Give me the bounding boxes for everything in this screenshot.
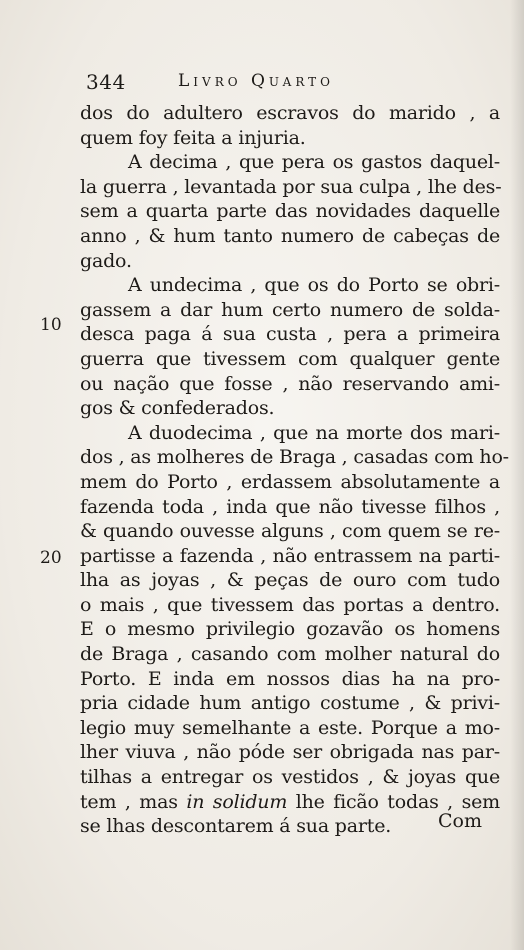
running-head: Livro Quarto [178,71,334,91]
text-line: de Braga , casando com molher natural do [80,643,500,666]
text-line-with-italic [80,790,500,815]
text-line: legio muy semelhante a este. Porque a mo- [80,716,500,739]
text-line: pria cidade hum antigo costume , & privi- [80,692,500,715]
text-line: gado. [80,249,132,272]
text-line: ou nação que fosse , não reservando ami- [80,372,500,395]
margin-line-number-10: 10 [40,315,62,335]
text-line: sem a quarta parte das novidades daquelle [80,200,500,223]
italic-phrase: in solidum [186,790,288,813]
text-line: fazenda toda , inda que não tivesse filhos , [80,495,500,518]
margin-line-number-20: 20 [40,548,62,568]
text-line: dos do adultero escravos do marido , a [80,102,500,124]
text-line: A undecima , que os do Porto se obri- [128,274,500,297]
text-line: mem do Porto , erdassem absolutamente a [80,470,500,493]
text-line: lha as joyas , & peças de ouro com tudo [80,569,500,592]
text-line: o mais , que tivessem das portas a dentro. [80,593,500,616]
page-edge-shadow [510,0,524,950]
text-line: quem foy feita a injuria. [80,126,306,149]
text-line: gos & confederados. [80,397,275,420]
text-line: dos , as molheres de Braga , casadas com ho- [80,446,509,469]
text-line: se lhas descontarem á sua parte. [80,815,392,838]
page-header [0,70,524,102]
text-line: A decima , que pera os gastos daquel- [128,151,500,174]
page-number: 344 [86,70,126,94]
text-segment: tem , mas [80,790,187,813]
text-line: anno , & hum tanto numero de cabeças de [80,224,500,247]
text-line: A duodecima , que na morte dos mari- [128,421,500,444]
text-line: partisse a fazenda , não entrassem na parti- [80,544,500,567]
body-text [80,101,509,839]
text-line: Porto. E inda em nossos dias ha na pro- [80,667,500,690]
text-line: desca paga á sua custa , pera a primeira [80,323,500,346]
text-line: tilhas a entregar os vestidos , & joyas que [80,766,500,789]
catchword: Com [438,810,482,832]
text-line: la guerra , levantada por sua culpa , lhe des- [80,175,502,198]
text-line: E o mesmo privilegio gozavão os homens [80,618,500,641]
text-line: lher viuva , não póde ser obrigada nas par- [80,741,500,764]
text-segment: lhe ficão todas , sem [287,790,500,813]
text-line: & quando ouvesse alguns , com quem se re- [80,520,500,543]
text-line: guerra que tivessem com qualquer gente [80,347,500,370]
text-line: gassem a dar hum certo numero de solda- [80,298,500,321]
